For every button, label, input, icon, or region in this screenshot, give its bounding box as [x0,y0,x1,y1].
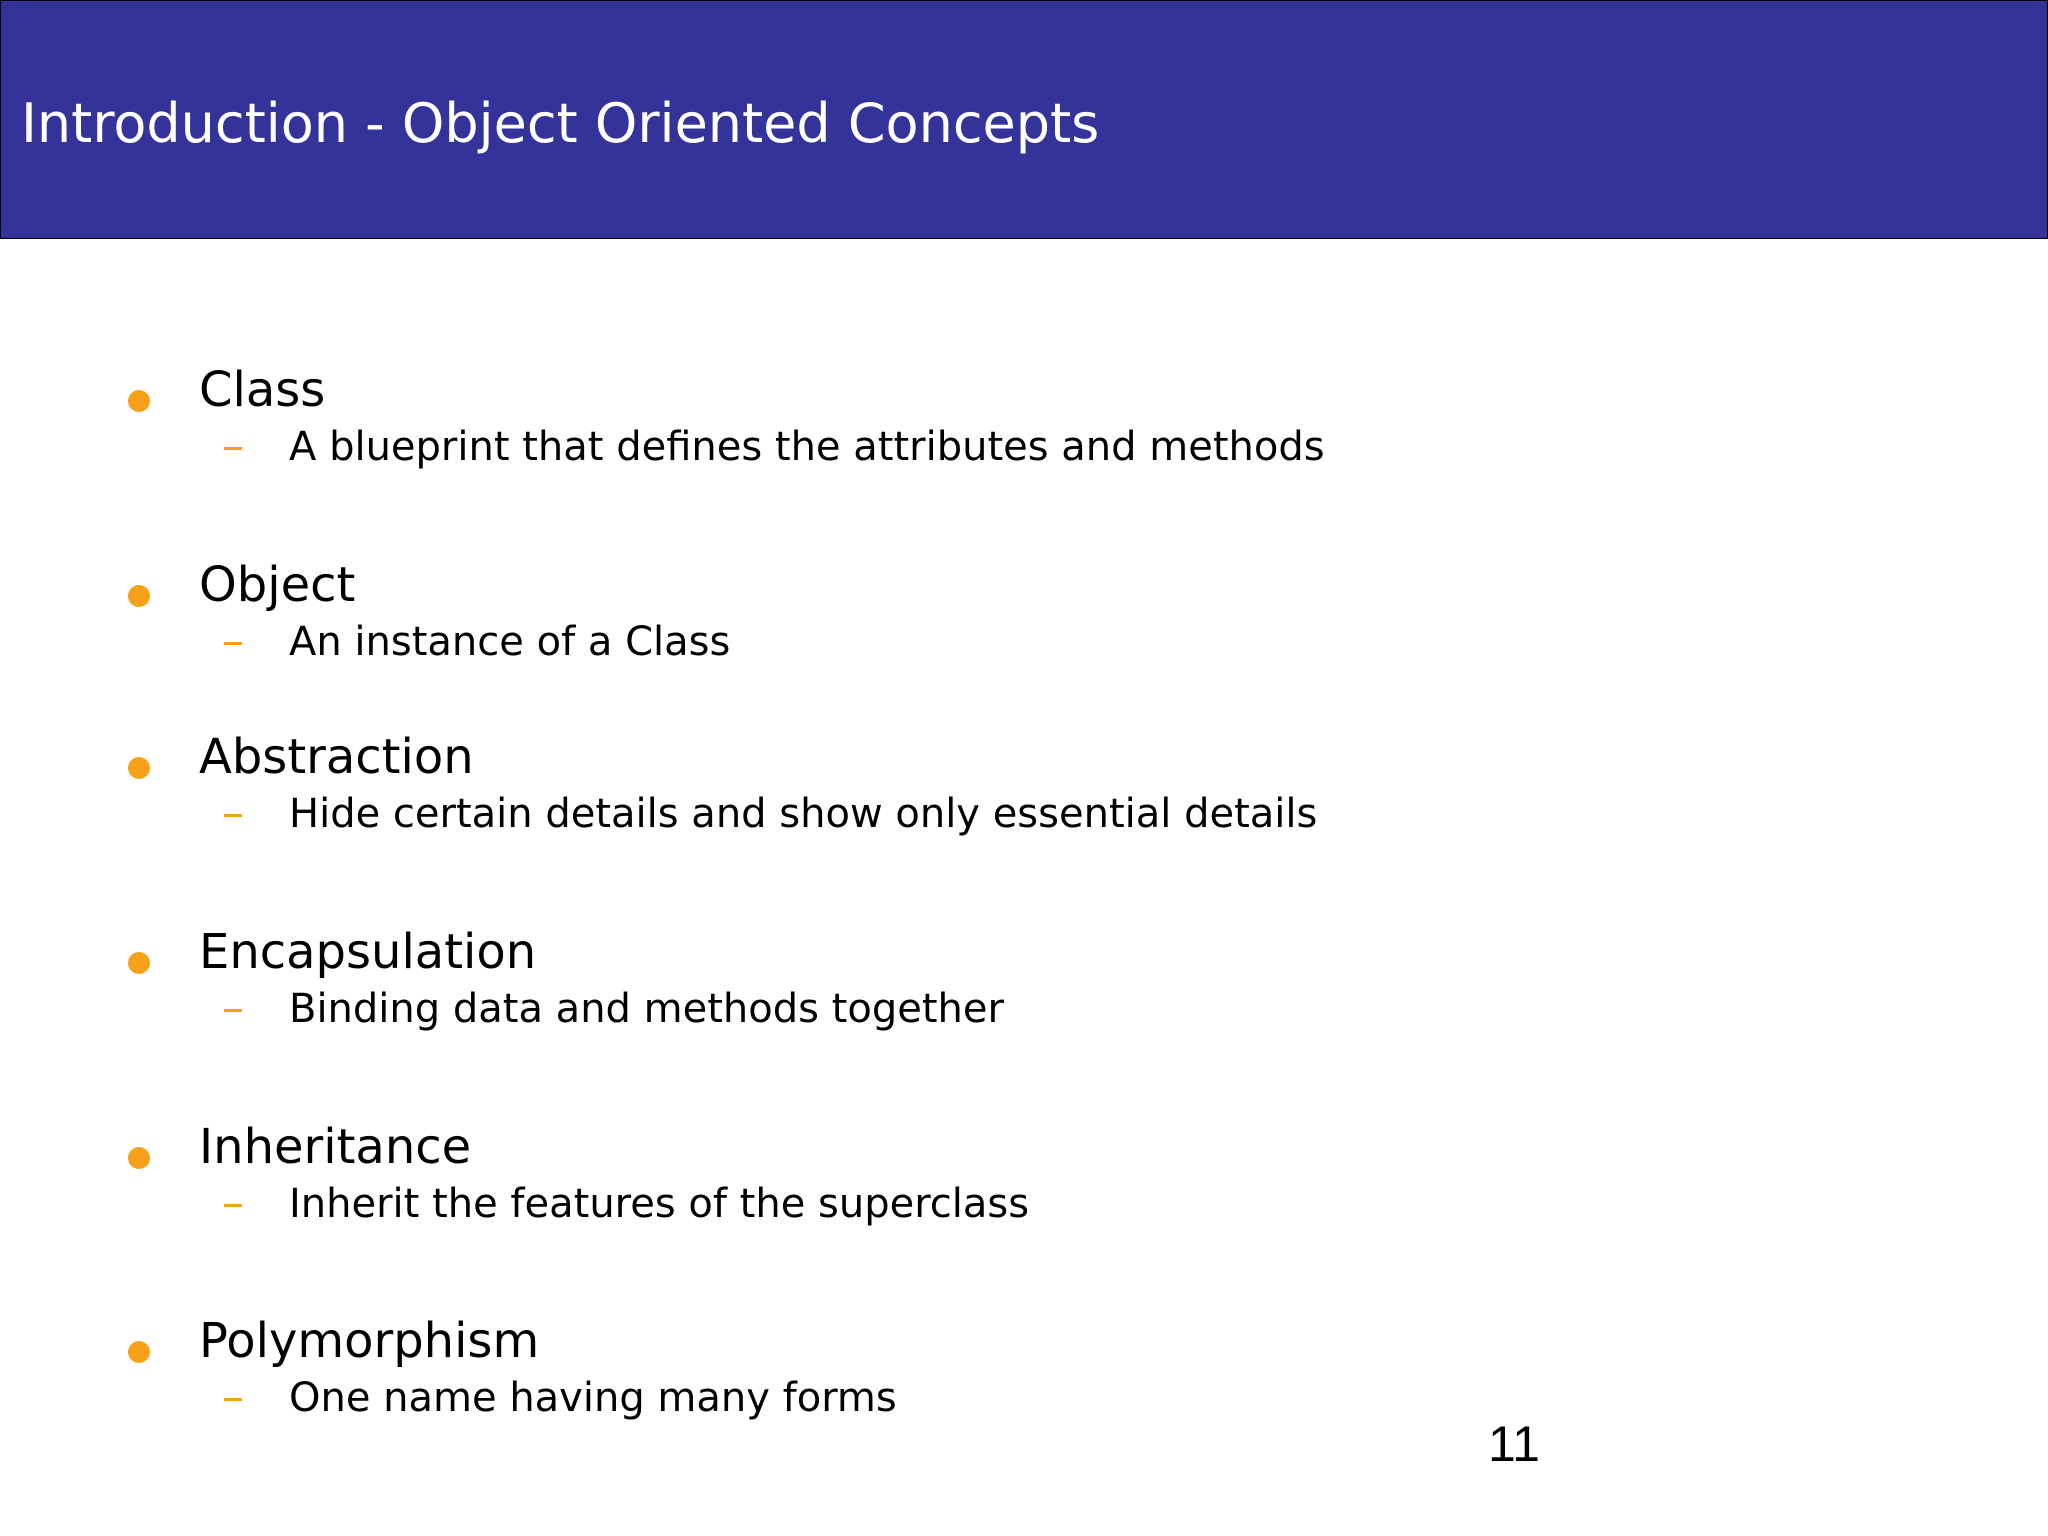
dash-icon [224,1398,242,1401]
dash-icon [224,1009,242,1012]
slide-title: Introduction - Object Oriented Concepts [21,92,1100,155]
item-title: Inheritance [199,1119,472,1175]
list-item-encapsulation [0,922,2048,1062]
list-item-polymorphism [0,1311,2048,1451]
item-description: Binding data and methods together [289,986,1004,1032]
item-title: Abstraction [199,729,474,785]
list-item-abstraction [0,727,2048,867]
bullet-dot-icon [128,952,150,974]
list-item-class [0,360,2048,500]
bullet-dot-icon [128,390,150,412]
item-description: Hide certain details and show only essential details [289,791,1318,837]
item-description: An instance of a Class [289,619,731,665]
item-title: Object [199,557,356,613]
item-description: A blueprint that defines the attributes and methods [289,424,1325,470]
item-description: One name having many forms [289,1375,897,1421]
bullet-dot-icon [128,757,150,779]
bullet-dot-icon [128,1147,150,1169]
item-title: Class [199,362,326,418]
dash-icon [224,1204,242,1207]
bullet-dot-icon [128,585,150,607]
item-title: Polymorphism [199,1313,540,1369]
dash-icon [224,814,242,817]
item-description: Inherit the features of the superclass [289,1181,1030,1227]
list-item-inheritance [0,1117,2048,1257]
bullet-dot-icon [128,1341,150,1363]
dash-icon [224,447,242,450]
page-number: 11 [1488,1416,1540,1472]
list-item-object [0,555,2048,695]
item-title: Encapsulation [199,924,537,980]
dash-icon [224,642,242,645]
